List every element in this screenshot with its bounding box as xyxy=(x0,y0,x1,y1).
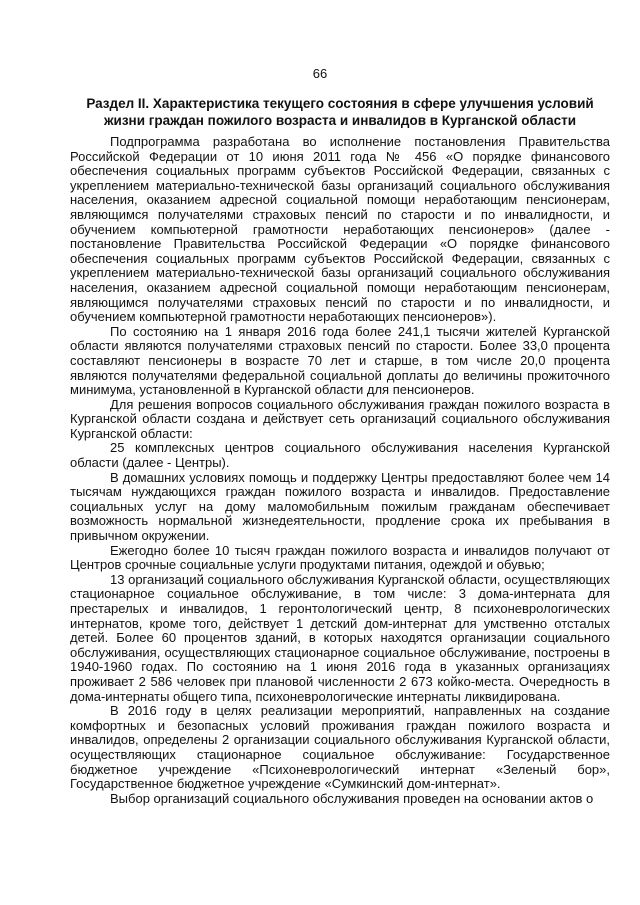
paragraph: 25 комплексных центров социального обслуживания населения Курганской области (далее - Центры). xyxy=(70,440,610,471)
paragraph: В 2016 году в целях реализации мероприятий, направленных на создание комфортных и безопасных условий проживания граждан пожилого возраста и инвалидов, определены 2 организации социального обслуживания Курганской области, осуществляющих стационарное социальное обслуживание: Государственное бюджетное учреждение «Психоневрологический интернат «Зеленый бор», Государственное бюджетное учреждение «Сумкинский дом-интернат». xyxy=(70,703,610,792)
paragraph: Подпрограмма разработана во исполнение постановления Правительства Российской Федерации от 10 июня 2011 года № 456 «О порядке финансового обеспечения социальных программ субъектов Российской Федерации, связанных с укреплением материально-технической базы организаций социального обслуживания населения, оказанием адресной социальной помощи неработающим пенсионерам, являющимся получателями страховых пенсий по старости и по инвалидности, и обучением компьютерной грамотности неработающих пенсионеров» (далее - постановление Правительства Российской Федерации «О порядке финансового обеспечения социальных программ субъектов Российской Федерации, связанных с укреплением материально-технической базы организаций социального обслуживания населения, оказанием адресной социальной помощи неработающим пенсионерам, являющимся получателями страховых пенсий по старости и по инвалидности, и обучением компьютерной грамотности неработающих пенсионеров»). xyxy=(70,134,610,325)
paragraph: 13 организаций социального обслуживания Курганской области, осуществляющих стационарное социальное обслуживание, в том числе: 3 дома-интерната для престарелых и инвалидов, 1 геронтологический центр, 8 психоневрологических интернатов, кроме того, действует 1 детский дом-интернат для умственно отсталых детей. Более 60 процентов зданий, в которых находятся организации социального обслуживания, осуществляющих стационарное социальное обслуживание, построены в 1940-1960 годах. По состоянию на 1 июня 2016 года в указанных организациях проживает 2 586 человек при плановой численности 2 673 койко-места. Очередность в дома-интернаты общего типа, психоневрологические интернаты ликвидирована. xyxy=(70,571,610,704)
paragraph: Выбор организаций социального обслуживания проведен на основании актов о xyxy=(110,790,594,806)
paragraph: Ежегодно более 10 тысяч граждан пожилого возраста и инвалидов получают от Центров срочные социальные услуги продуктами питания, одеждой и обувью; xyxy=(70,542,610,573)
body-text xyxy=(70,135,610,806)
paragraph: По состоянию на 1 января 2016 года более 241,1 тысячи жителей Курганской области являются получателями страховых пенсий по старости. Более 33,0 процента составляют пенсионеры в возрасте 70 лет и старше, в том числе 20,0 процента являются получателями федеральной социальной доплаты до величины прожиточного минимума, установленной в Курганской области для пенсионеров. xyxy=(70,323,610,398)
page-number: 66 xyxy=(312,66,328,81)
paragraph: Для решения вопросов социального обслуживания граждан пожилого возраста в Курганской области создана и действует сеть организаций социального обслуживания Курганской области: xyxy=(70,396,610,441)
paragraph: В домашних условиях помощь и поддержку Центры предоставляют более чем 14 тысячам нуждающихся граждан пожилого возраста и инвалидов. Предоставление социальных услуг на дому маломобильным пожилым гражданам обеспечивает возможность нормальной жизнедеятельности, продление срока их пребывания в привычном окружении. xyxy=(70,469,610,544)
section-title: Раздел II. Характеристика текущего состояния в сфере улучшения условий жизни граждан пожилого возраста и инвалидов в Курганской области xyxy=(86,96,594,128)
